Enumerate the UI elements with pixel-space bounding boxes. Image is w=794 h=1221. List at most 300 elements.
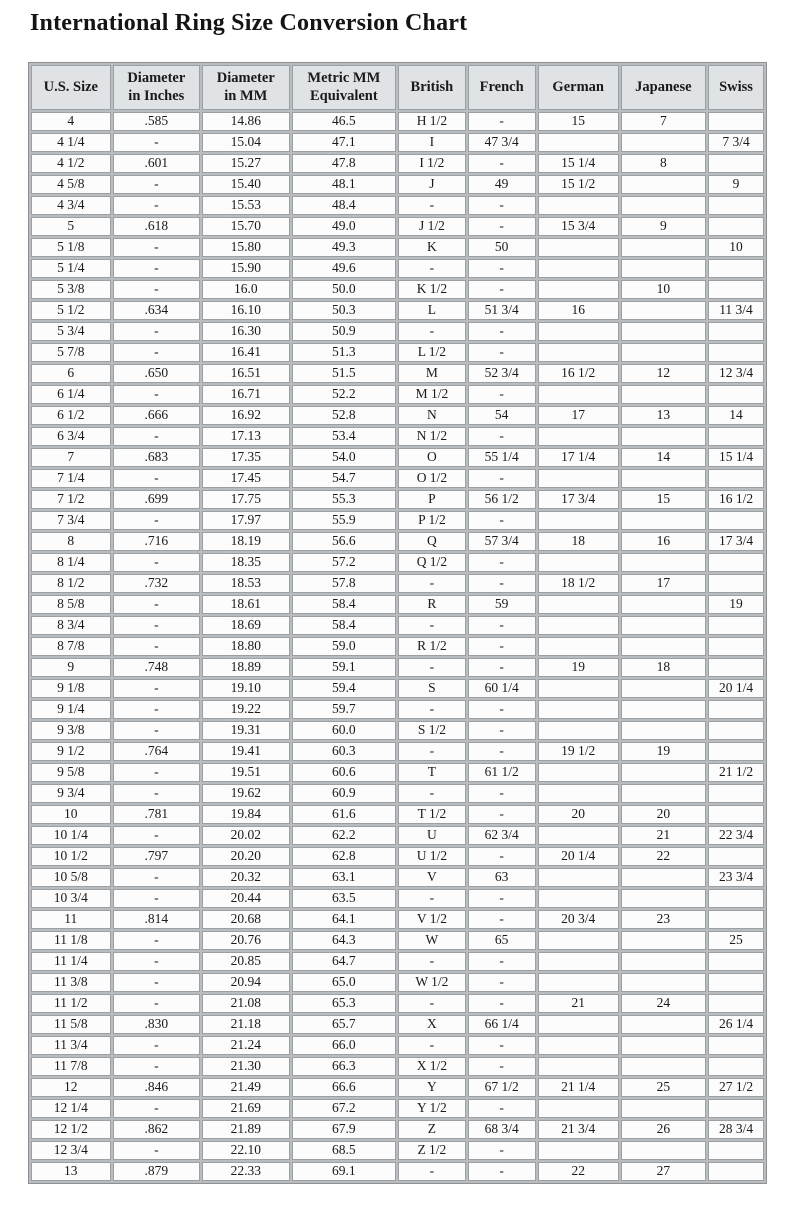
table-cell: - — [113, 259, 200, 278]
table-row — [31, 1141, 764, 1160]
table-cell: 19 — [621, 742, 706, 761]
table-cell — [621, 322, 706, 341]
table-cell: U 1/2 — [398, 847, 465, 866]
table-cell: 22.10 — [202, 1141, 289, 1160]
table-cell: 7 3/4 — [31, 511, 111, 530]
table-cell: 49.0 — [292, 217, 397, 236]
table-cell: 20.94 — [202, 973, 289, 992]
table-cell — [708, 889, 764, 908]
table-cell: 66.6 — [292, 1078, 397, 1097]
table-cell: 8 1/2 — [31, 574, 111, 593]
table-cell: 20.32 — [202, 868, 289, 887]
table-cell: 20.76 — [202, 931, 289, 950]
table-cell: 19.84 — [202, 805, 289, 824]
table-cell: 7 1/4 — [31, 469, 111, 488]
table-cell — [708, 700, 764, 719]
table-cell — [621, 196, 706, 215]
table-cell: 20.68 — [202, 910, 289, 929]
table-cell — [538, 931, 619, 950]
table-cell: - — [468, 574, 536, 593]
table-cell: S 1/2 — [398, 721, 465, 740]
table-cell: P 1/2 — [398, 511, 465, 530]
table-cell: 19.51 — [202, 763, 289, 782]
table-cell: 27 — [621, 1162, 706, 1181]
table-cell: - — [468, 343, 536, 362]
table-row — [31, 574, 764, 593]
table-cell: - — [468, 322, 536, 341]
table-row — [31, 490, 764, 509]
table-cell: 54.7 — [292, 469, 397, 488]
table-cell: - — [113, 469, 200, 488]
table-cell: 17.45 — [202, 469, 289, 488]
ring-size-conversion-table — [28, 62, 767, 1184]
table-row — [31, 616, 764, 635]
table-row — [31, 217, 764, 236]
table-cell: .846 — [113, 1078, 200, 1097]
table-cell: 52.2 — [292, 385, 397, 404]
table-cell — [538, 238, 619, 257]
table-header — [31, 65, 764, 110]
table-cell: .634 — [113, 301, 200, 320]
table-cell: 64.1 — [292, 910, 397, 929]
table-cell: J 1/2 — [398, 217, 465, 236]
table-cell: 15 — [538, 112, 619, 131]
table-cell: 15.04 — [202, 133, 289, 152]
table-cell — [708, 322, 764, 341]
table-cell: - — [113, 175, 200, 194]
table-cell — [708, 721, 764, 740]
table-cell: O 1/2 — [398, 469, 465, 488]
table-cell: 66.0 — [292, 1036, 397, 1055]
table-cell: .666 — [113, 406, 200, 425]
table-cell — [538, 784, 619, 803]
table-cell: 24 — [621, 994, 706, 1013]
table-cell — [708, 385, 764, 404]
table-row — [31, 1099, 764, 1118]
table-cell: 18.19 — [202, 532, 289, 551]
table-cell: .732 — [113, 574, 200, 593]
table-cell: - — [468, 637, 536, 656]
table-cell: .716 — [113, 532, 200, 551]
table-cell: 20 1/4 — [708, 679, 764, 698]
table-cell: 59.7 — [292, 700, 397, 719]
table-cell: 55.3 — [292, 490, 397, 509]
table-cell: L — [398, 301, 465, 320]
table-cell — [621, 784, 706, 803]
table-cell: 11 3/4 — [708, 301, 764, 320]
table-cell: 9 5/8 — [31, 763, 111, 782]
table-cell: - — [113, 427, 200, 446]
table-cell — [538, 1099, 619, 1118]
table-cell — [538, 511, 619, 530]
table-row — [31, 910, 764, 929]
table-cell: 16.71 — [202, 385, 289, 404]
table-cell — [538, 973, 619, 992]
table-cell: 17 — [621, 574, 706, 593]
table-cell — [621, 616, 706, 635]
table-cell: 16 1/2 — [538, 364, 619, 383]
table-cell: 60.9 — [292, 784, 397, 803]
table-cell: - — [468, 742, 536, 761]
table-cell: - — [113, 637, 200, 656]
table-cell: 10 1/2 — [31, 847, 111, 866]
table-cell: - — [468, 385, 536, 404]
table-cell: 49.3 — [292, 238, 397, 257]
table-cell: 57.8 — [292, 574, 397, 593]
table-cell: Q 1/2 — [398, 553, 465, 572]
table-cell — [708, 112, 764, 131]
table-cell: 49.6 — [292, 259, 397, 278]
table-cell: V 1/2 — [398, 910, 465, 929]
table-cell: - — [398, 1162, 465, 1181]
table-body — [31, 112, 764, 1181]
table-cell: 57.2 — [292, 553, 397, 572]
table-cell: 48.1 — [292, 175, 397, 194]
table-cell — [708, 511, 764, 530]
table-cell: 17 3/4 — [708, 532, 764, 551]
table-cell: 63 — [468, 868, 536, 887]
table-cell: R 1/2 — [398, 637, 465, 656]
table-cell: - — [468, 1057, 536, 1076]
table-cell — [621, 1036, 706, 1055]
table-cell: 21 — [538, 994, 619, 1013]
table-cell — [538, 280, 619, 299]
table-row — [31, 196, 764, 215]
table-cell — [538, 721, 619, 740]
table-cell: 21 3/4 — [538, 1120, 619, 1139]
table-cell: 69.1 — [292, 1162, 397, 1181]
table-cell — [708, 343, 764, 362]
table-cell: 18 — [621, 658, 706, 677]
table-cell — [708, 1141, 764, 1160]
table-cell: 16 1/2 — [708, 490, 764, 509]
table-cell: - — [468, 280, 536, 299]
table-row — [31, 742, 764, 761]
table-row — [31, 679, 764, 698]
table-cell: 15.40 — [202, 175, 289, 194]
table-cell: 5 1/2 — [31, 301, 111, 320]
table-cell: R — [398, 595, 465, 614]
table-row — [31, 448, 764, 467]
table-cell: - — [468, 658, 536, 677]
table-cell — [708, 805, 764, 824]
table-cell: 50.0 — [292, 280, 397, 299]
table-cell: - — [468, 910, 536, 929]
table-cell: 7 — [621, 112, 706, 131]
table-cell: 60.6 — [292, 763, 397, 782]
table-cell: 22 — [538, 1162, 619, 1181]
table-cell: I — [398, 133, 465, 152]
table-cell: 15.53 — [202, 196, 289, 215]
table-cell: 49 — [468, 175, 536, 194]
table-row — [31, 385, 764, 404]
table-cell: - — [468, 427, 536, 446]
table-cell: I 1/2 — [398, 154, 465, 173]
table-cell: - — [398, 259, 465, 278]
table-cell — [538, 826, 619, 845]
table-cell: 9 — [621, 217, 706, 236]
column-header: German — [538, 65, 619, 110]
table-cell: - — [113, 1036, 200, 1055]
table-cell: 8 — [31, 532, 111, 551]
table-cell: 46.5 — [292, 112, 397, 131]
table-cell — [708, 217, 764, 236]
table-row — [31, 427, 764, 446]
table-cell: 23 — [621, 910, 706, 929]
table-cell: 4 1/2 — [31, 154, 111, 173]
table-cell: 6 1/4 — [31, 385, 111, 404]
table-cell — [621, 721, 706, 740]
table-row — [31, 763, 764, 782]
table-row — [31, 1078, 764, 1097]
column-header: Swiss — [708, 65, 764, 110]
table-cell — [621, 763, 706, 782]
table-row — [31, 994, 764, 1013]
table-cell: .650 — [113, 364, 200, 383]
table-cell: 10 3/4 — [31, 889, 111, 908]
table-cell: - — [468, 112, 536, 131]
table-row — [31, 595, 764, 614]
table-row — [31, 133, 764, 152]
table-cell: 20.85 — [202, 952, 289, 971]
table-cell: 16.10 — [202, 301, 289, 320]
table-cell: 51 3/4 — [468, 301, 536, 320]
table-cell: 12 — [621, 364, 706, 383]
table-cell: - — [468, 553, 536, 572]
table-cell: - — [398, 616, 465, 635]
table-cell: 20 — [538, 805, 619, 824]
table-cell — [538, 385, 619, 404]
table-cell: Z 1/2 — [398, 1141, 465, 1160]
table-cell — [708, 637, 764, 656]
table-cell: 5 7/8 — [31, 343, 111, 362]
table-cell: 14 — [621, 448, 706, 467]
table-cell: 18.53 — [202, 574, 289, 593]
table-cell: X 1/2 — [398, 1057, 465, 1076]
table-cell — [708, 1162, 764, 1181]
table-cell: Q — [398, 532, 465, 551]
table-cell: 6 3/4 — [31, 427, 111, 446]
table-row — [31, 805, 764, 824]
table-cell: - — [468, 259, 536, 278]
table-cell: 26 1/4 — [708, 1015, 764, 1034]
table-cell: 11 — [31, 910, 111, 929]
table-cell: 58.4 — [292, 595, 397, 614]
table-cell: - — [113, 553, 200, 572]
table-cell: 21.08 — [202, 994, 289, 1013]
table-cell: 59 — [468, 595, 536, 614]
table-cell — [538, 868, 619, 887]
table-cell: 12 3/4 — [31, 1141, 111, 1160]
table-cell: 66 1/4 — [468, 1015, 536, 1034]
table-cell: Y 1/2 — [398, 1099, 465, 1118]
table-cell: N 1/2 — [398, 427, 465, 446]
table-cell: - — [113, 721, 200, 740]
table-cell: 18 1/2 — [538, 574, 619, 593]
table-cell — [621, 889, 706, 908]
table-cell: 54 — [468, 406, 536, 425]
table-cell: 8 7/8 — [31, 637, 111, 656]
table-cell — [621, 301, 706, 320]
table-cell: 50 — [468, 238, 536, 257]
table-cell: 22.33 — [202, 1162, 289, 1181]
table-cell — [538, 133, 619, 152]
table-cell — [538, 469, 619, 488]
table-row — [31, 847, 764, 866]
table-cell — [708, 469, 764, 488]
table-cell: J — [398, 175, 465, 194]
table-cell: 63.1 — [292, 868, 397, 887]
table-cell: 65.7 — [292, 1015, 397, 1034]
table-cell: - — [398, 952, 465, 971]
table-cell: 60.0 — [292, 721, 397, 740]
table-cell: - — [398, 196, 465, 215]
table-cell: 47.1 — [292, 133, 397, 152]
table-cell: - — [468, 700, 536, 719]
table-cell: 67 1/2 — [468, 1078, 536, 1097]
table-cell: 62.2 — [292, 826, 397, 845]
table-row — [31, 280, 764, 299]
table-cell: K 1/2 — [398, 280, 465, 299]
table-cell: 62 3/4 — [468, 826, 536, 845]
table-row — [31, 700, 764, 719]
table-cell: - — [468, 1036, 536, 1055]
table-cell: 10 1/4 — [31, 826, 111, 845]
table-cell: 63.5 — [292, 889, 397, 908]
table-cell: 8 5/8 — [31, 595, 111, 614]
table-cell: M 1/2 — [398, 385, 465, 404]
table-cell: - — [398, 658, 465, 677]
table-cell — [621, 385, 706, 404]
table-cell: Z — [398, 1120, 465, 1139]
table-cell — [621, 511, 706, 530]
table-cell — [621, 868, 706, 887]
table-cell: 11 1/8 — [31, 931, 111, 950]
table-cell: 27 1/2 — [708, 1078, 764, 1097]
table-cell: 11 1/4 — [31, 952, 111, 971]
table-cell: - — [113, 238, 200, 257]
table-cell: 4 3/4 — [31, 196, 111, 215]
table-cell: 10 5/8 — [31, 868, 111, 887]
table-cell: U — [398, 826, 465, 845]
table-row — [31, 721, 764, 740]
table-cell: - — [468, 994, 536, 1013]
table-cell: - — [113, 343, 200, 362]
table-cell: 47.8 — [292, 154, 397, 173]
table-cell — [538, 1141, 619, 1160]
table-cell: 15.27 — [202, 154, 289, 173]
table-cell: P — [398, 490, 465, 509]
table-row — [31, 1120, 764, 1139]
table-cell: 17 3/4 — [538, 490, 619, 509]
table-cell: M — [398, 364, 465, 383]
column-header: French — [468, 65, 536, 110]
table-cell: - — [398, 994, 465, 1013]
table-cell: 9 3/8 — [31, 721, 111, 740]
table-cell — [708, 847, 764, 866]
table-cell: 21.18 — [202, 1015, 289, 1034]
table-cell — [708, 1099, 764, 1118]
table-cell: - — [468, 784, 536, 803]
table-cell: 21 1/2 — [708, 763, 764, 782]
table-cell: 19.62 — [202, 784, 289, 803]
table-cell — [621, 973, 706, 992]
table-cell: 15 — [621, 490, 706, 509]
table-cell — [621, 238, 706, 257]
table-cell: - — [113, 952, 200, 971]
table-cell — [621, 1141, 706, 1160]
table-cell: 17.35 — [202, 448, 289, 467]
column-header: Metric MM Equivalent — [292, 65, 397, 110]
table-cell: 9 — [708, 175, 764, 194]
table-cell: 52 3/4 — [468, 364, 536, 383]
table-cell: 58.4 — [292, 616, 397, 635]
table-row — [31, 259, 764, 278]
table-cell: 21.49 — [202, 1078, 289, 1097]
table-cell: - — [113, 1141, 200, 1160]
table-cell: 18 — [538, 532, 619, 551]
table-cell: 12 — [31, 1078, 111, 1097]
table-cell: 6 1/2 — [31, 406, 111, 425]
table-cell: 52.8 — [292, 406, 397, 425]
table-cell: 67.9 — [292, 1120, 397, 1139]
table-row — [31, 343, 764, 362]
table-row — [31, 1057, 764, 1076]
table-cell — [621, 952, 706, 971]
table-cell: .601 — [113, 154, 200, 173]
ring-size-conversion-page — [0, 8, 794, 1184]
table-cell — [538, 637, 619, 656]
table-cell: - — [468, 805, 536, 824]
table-cell — [621, 679, 706, 698]
table-cell: 18.69 — [202, 616, 289, 635]
table-cell: 59.1 — [292, 658, 397, 677]
table-cell: 23 3/4 — [708, 868, 764, 887]
table-cell: 15 1/4 — [708, 448, 764, 467]
table-cell: - — [398, 889, 465, 908]
table-cell: - — [468, 616, 536, 635]
table-cell: 28 3/4 — [708, 1120, 764, 1139]
table-cell — [621, 1015, 706, 1034]
table-cell: - — [468, 217, 536, 236]
table-cell: 19.10 — [202, 679, 289, 698]
table-row — [31, 1162, 764, 1181]
table-cell: 65 — [468, 931, 536, 950]
table-cell: 10 — [621, 280, 706, 299]
table-cell — [538, 427, 619, 446]
table-cell: .764 — [113, 742, 200, 761]
table-cell: 65.3 — [292, 994, 397, 1013]
table-cell: - — [113, 1099, 200, 1118]
table-cell: 55.9 — [292, 511, 397, 530]
table-cell: 21.89 — [202, 1120, 289, 1139]
table-cell: 16 — [538, 301, 619, 320]
table-cell: 59.0 — [292, 637, 397, 656]
table-cell: 20.20 — [202, 847, 289, 866]
table-cell: 64.7 — [292, 952, 397, 971]
table-row — [31, 952, 764, 971]
table-cell: 16.51 — [202, 364, 289, 383]
table-cell — [621, 700, 706, 719]
table-cell: 65.0 — [292, 973, 397, 992]
table-cell — [708, 574, 764, 593]
table-cell: .585 — [113, 112, 200, 131]
table-cell: 5 3/8 — [31, 280, 111, 299]
table-cell: - — [113, 133, 200, 152]
table-cell: - — [113, 679, 200, 698]
table-cell: 68 3/4 — [468, 1120, 536, 1139]
table-cell: 7 1/2 — [31, 490, 111, 509]
